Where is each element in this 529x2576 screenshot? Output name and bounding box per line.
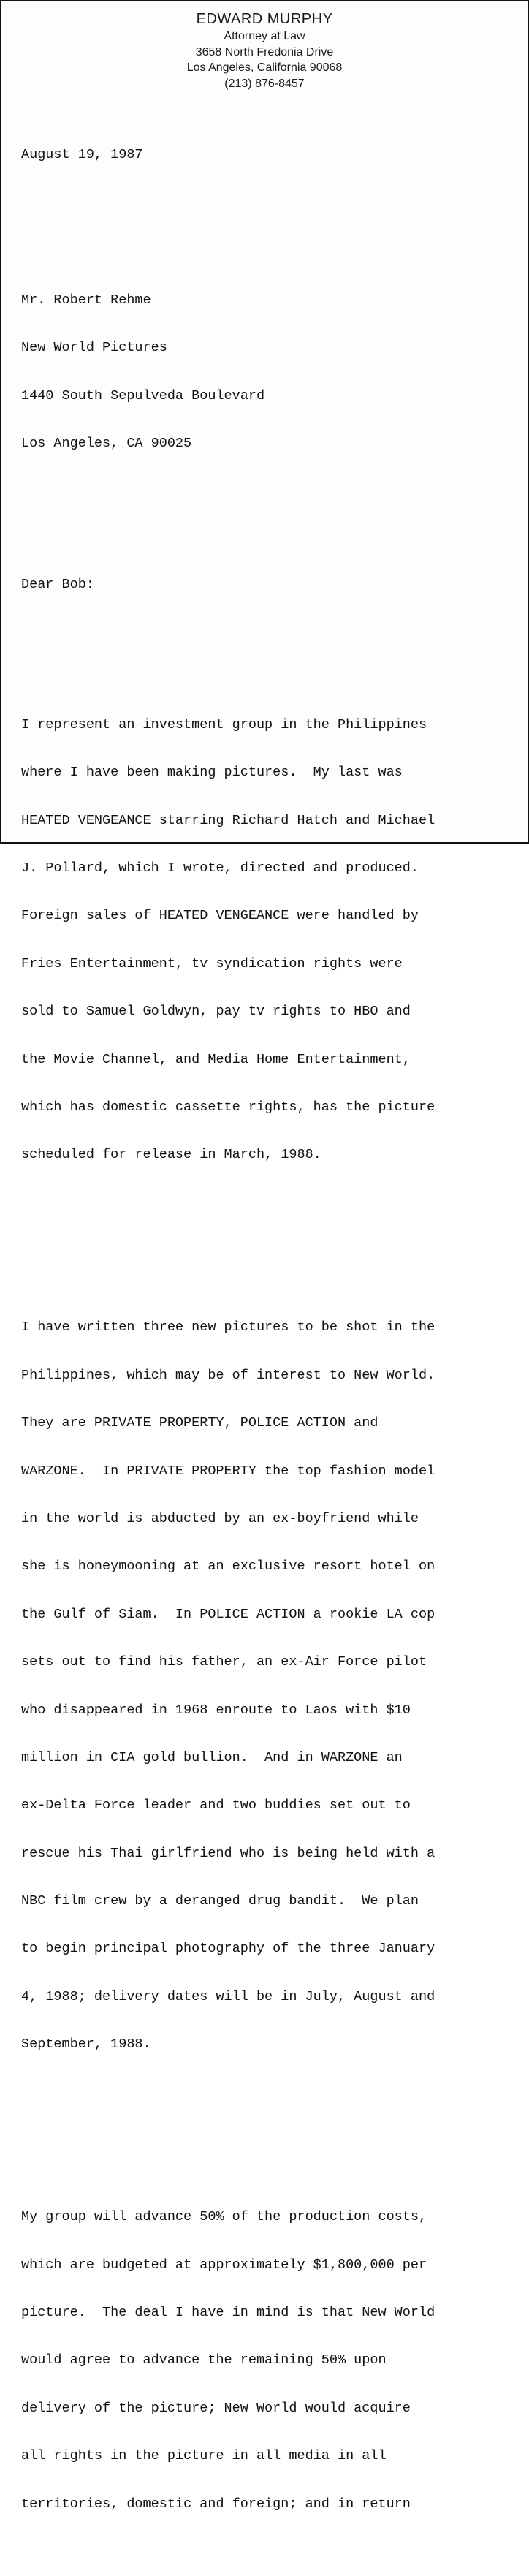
paragraph-line: which are budgeted at approximately $1,800,000 per bbox=[21, 2257, 427, 2273]
sender-city: Los Angeles, California 90068 bbox=[186, 61, 343, 74]
paragraph-line: where I have been making pictures. My last was bbox=[21, 765, 403, 781]
paragraph-line: to begin principal photography of the three January bbox=[21, 1941, 435, 1957]
paragraph-line: WARZONE. In PRIVATE PROPERTY the top fashion model bbox=[21, 1463, 435, 1479]
paragraph-line: My group will advance 50% of the production costs, bbox=[21, 2209, 427, 2225]
paragraph-line: would agree to advance the remaining 50% upon bbox=[21, 2352, 387, 2368]
paragraph-line: scheduled for release in March, 1988. bbox=[21, 1147, 321, 1163]
letterhead bbox=[1, 10, 528, 91]
recipient-block bbox=[21, 260, 518, 483]
paragraph-line: which has domestic cassette rights, has the picture bbox=[21, 1099, 435, 1115]
paragraph-line: sets out to find his father, an ex-Air Force pilot bbox=[21, 1654, 427, 1670]
paragraph-line: sold to Samuel Goldwyn, pay tv rights to HBO and bbox=[21, 1004, 411, 1020]
paragraph-line: I have written three new pictures to be shot in the bbox=[21, 1319, 435, 1336]
paragraph-1 bbox=[21, 685, 518, 1195]
paragraph-line: September, 1988. bbox=[21, 2037, 151, 2053]
recipient-line: Mr. Robert Rehme bbox=[21, 292, 151, 308]
paragraph-line: million in CIA gold bullion. And in WARZONE an bbox=[21, 1749, 403, 1765]
paragraph-line: NBC film crew by a deranged drug bandit. We plan bbox=[21, 1893, 419, 1909]
paragraph-line: she is honeymooning at an exclusive resort hotel on bbox=[21, 1558, 435, 1575]
paragraph-line: ex-Delta Force leader and two buddies set out to bbox=[21, 1797, 411, 1814]
paragraph-line: Fries Entertainment, tv syndication rights were bbox=[21, 955, 403, 971]
letter-body bbox=[21, 115, 518, 2576]
paragraph-line: in the world is abducted by an ex-boyfriend while bbox=[21, 1510, 419, 1526]
sender-phone: (213) 876-8457 bbox=[224, 77, 305, 90]
paragraph-line: Philippines, which may be of interest to New World. bbox=[21, 1367, 435, 1383]
sender-name: EDWARD MURPHY bbox=[196, 11, 333, 27]
paragraph-line: Foreign sales of HEATED VENGEANCE were handled by bbox=[21, 908, 419, 924]
paragraph-line: territories, domestic and foreign; and in return bbox=[21, 2496, 411, 2512]
paragraph-line: J. Pollard, which I wrote, directed and produced. bbox=[21, 860, 419, 876]
sender-title: Attorney at Law bbox=[224, 30, 305, 42]
paragraph-line: I represent an investment group in the Philippines bbox=[21, 716, 427, 732]
letter-date: August 19, 1987 bbox=[21, 146, 143, 162]
paragraph-line: 4, 1988; delivery dates will be in July, August and bbox=[21, 1988, 435, 2004]
paragraph-line: delivery of the picture; New World would acquire bbox=[21, 2400, 411, 2416]
recipient-line: 1440 South Sepulveda Boulevard bbox=[21, 387, 265, 404]
paragraph-line: all rights in the picture in all media in all bbox=[21, 2448, 387, 2464]
paragraph-3 bbox=[21, 2178, 518, 2544]
paragraph-line: picture. The deal I have in mind is that New World bbox=[21, 2304, 435, 2320]
paragraph-2 bbox=[21, 1288, 518, 2085]
paragraph-line: rescue his Thai girlfriend who is being held with a bbox=[21, 1845, 435, 1861]
paragraph-line: HEATED VENGEANCE starring Richard Hatch and Michael bbox=[21, 812, 435, 828]
salutation: Dear Bob: bbox=[21, 576, 94, 592]
recipient-line: New World Pictures bbox=[21, 340, 167, 356]
paragraph-line: They are PRIVATE PROPERTY, POLICE ACTION and bbox=[21, 1415, 378, 1431]
paragraph-line: the Gulf of Siam. In POLICE ACTION a rookie LA cop bbox=[21, 1606, 435, 1622]
recipient-line: Los Angeles, CA 90025 bbox=[21, 436, 192, 452]
paragraph-line: the Movie Channel, and Media Home Entertainment, bbox=[21, 1051, 411, 1067]
paragraph-line: who disappeared in 1968 enroute to Laos with $10 bbox=[21, 1702, 411, 1718]
sender-street: 3658 North Fredonia Drive bbox=[195, 45, 334, 58]
